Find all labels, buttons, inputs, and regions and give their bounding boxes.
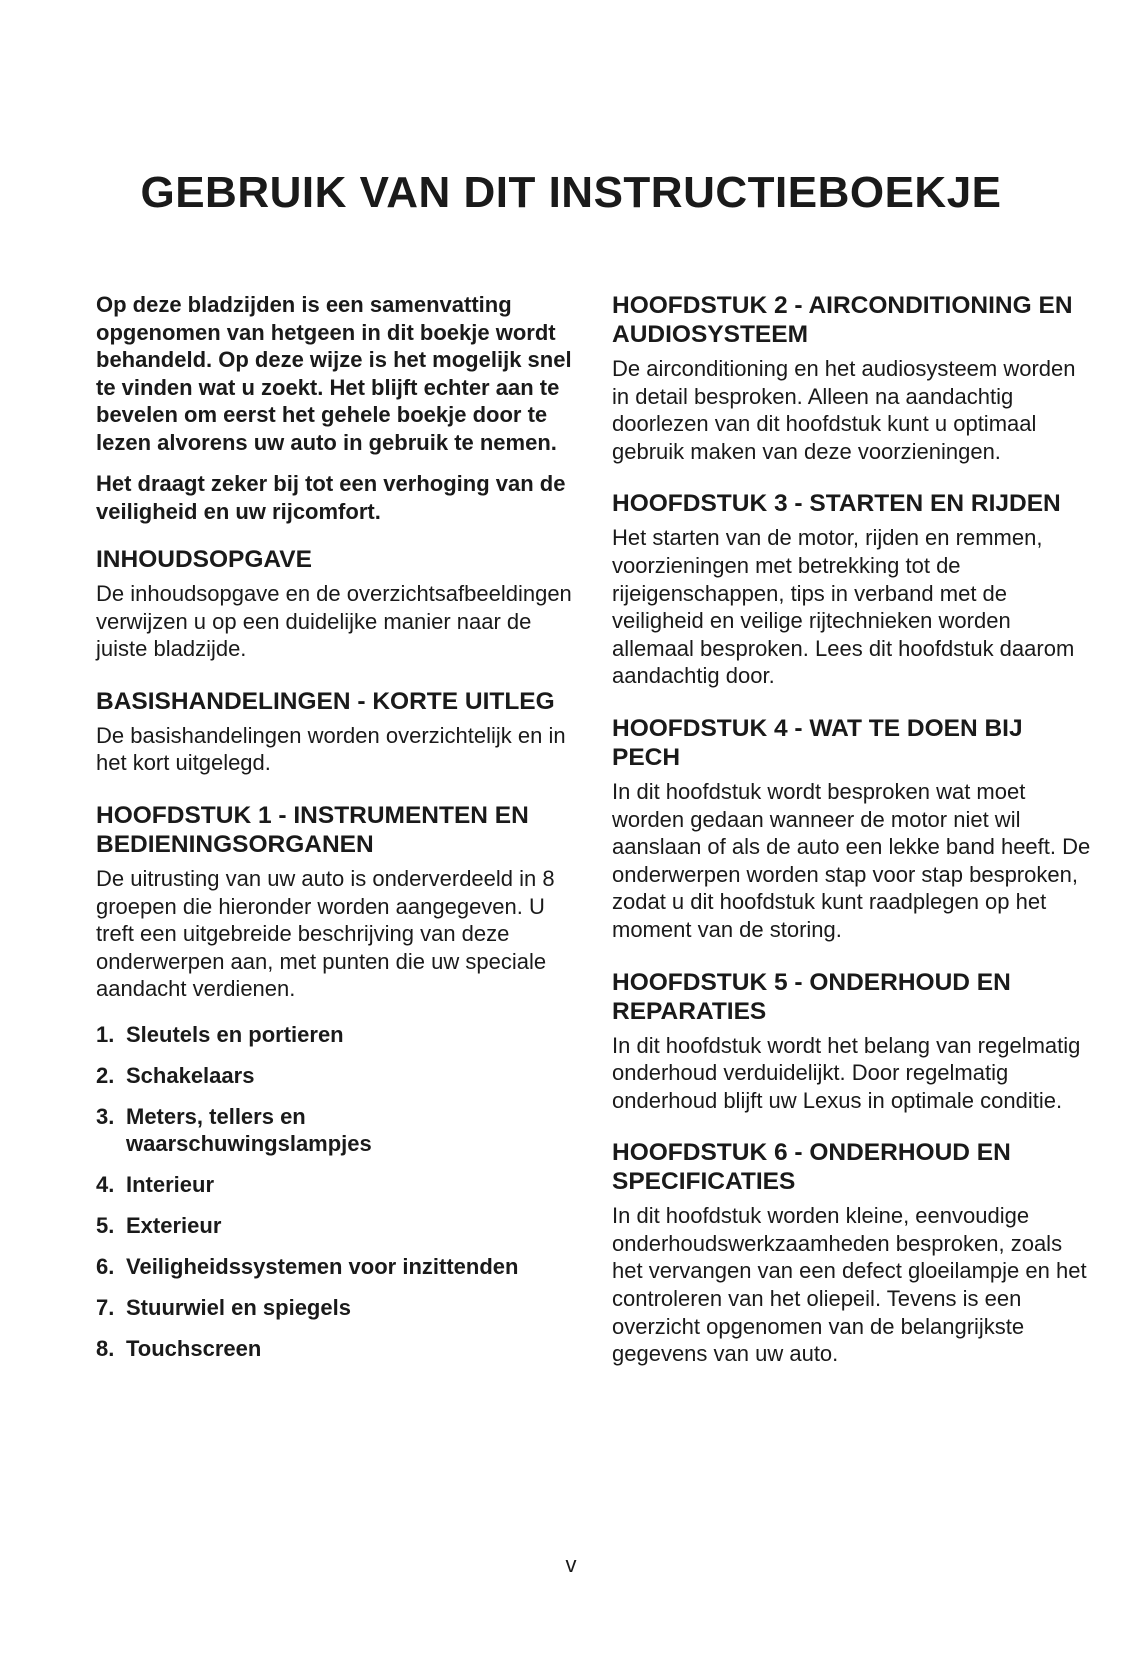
intro-paragraph-1: Op deze bladzijden is een samenvatting opgenomen van hetgeen in dit boekje wordt behandeld. Op deze wijze is het mogelijk snel te vinden wat u zoekt. Het blijft echter aan te bevelen om eerst het gehele boekje door te lezen alvorens uw auto in gebruik te nemen. <box>96 292 572 455</box>
list-item <box>96 1212 578 1239</box>
list-item-number: 3. <box>96 1103 115 1129</box>
list-item <box>96 1294 578 1321</box>
section-basishandelingen <box>96 687 578 777</box>
list-item-number: 1. <box>96 1021 115 1047</box>
section-hoofdstuk-3 <box>612 489 1097 690</box>
list-item <box>96 1021 578 1048</box>
list-item <box>96 1335 578 1362</box>
section-heading: HOOFDSTUK 5 - ONDERHOUD EN REPARATIES <box>612 968 1011 1025</box>
list-item-number: 5. <box>96 1212 115 1238</box>
section-text: De airconditioning en het audiosysteem worden in detail besproken. Alleen na aandachtig doorlezen van dit hoofdstuk kunt u optimaal gebruik maken van deze voorzieningen. <box>612 356 1076 464</box>
section-heading: INHOUDSOPGAVE <box>96 546 312 573</box>
section-text: In dit hoofdstuk wordt besproken wat moet worden gedaan wanneer de motor niet wil aanslaan of als de auto een lekke band heeft. De onderwerpen worden stap voor stap besproken, zodat u dit hoofdstuk kunt raadplegen op het moment van de storing. <box>612 778 1091 942</box>
chapter-1-topic-list <box>96 1021 578 1362</box>
right-column <box>612 291 1097 1392</box>
left-column <box>96 291 578 1376</box>
section-heading: HOOFDSTUK 1 - INSTRUMENTEN EN BEDIENINGSORGANEN <box>96 801 529 858</box>
page-number: v <box>565 1552 577 1577</box>
list-item <box>96 1103 578 1157</box>
list-item-label: Schakelaars <box>126 1062 255 1088</box>
section-text: In dit hoofdstuk wordt het belang van regelmatig onderhoud verduidelijkt. Door regelmatig onderhoud blijft uw Lexus in optimale conditie. <box>612 1032 1081 1113</box>
section-text: De uitrusting van uw auto is onderverdeeld in 8 groepen die hieronder worden aangegeven. U treft een uitgebreide beschrijving van deze onderwerpen aan, met punten die uw speciale aandacht verdienen. <box>96 865 555 1002</box>
section-hoofdstuk-4 <box>612 714 1097 944</box>
section-hoofdstuk-5 <box>612 968 1097 1115</box>
section-heading: BASISHANDELINGEN - KORTE UITLEG <box>96 687 555 715</box>
section-text: In dit hoofdstuk worden kleine, eenvoudige onderhoudswerkzaamheden besproken, zoals het vervangen van een defect gloeilampje en het controleren van het oliepeil. Tevens is een overzicht opgenomen van de belangrijkste gegevens van uw auto. <box>612 1203 1087 1367</box>
section-inhoudsopgave <box>96 545 578 663</box>
list-item-label: Stuurwiel en spiegels <box>126 1294 351 1320</box>
section-text: De inhoudsopgave en de overzichtsafbeeldingen verwijzen u op een duidelijke manier naar de juiste bladzijde. <box>96 581 572 662</box>
section-heading: HOOFDSTUK 3 - STARTEN EN RIJDEN <box>612 490 1061 518</box>
intro-paragraph-2: Het draagt zeker bij tot een verhoging van de veiligheid en uw rijcomfort. <box>96 471 566 524</box>
list-item-number: 7. <box>96 1294 115 1320</box>
list-item-label: Sleutels en portieren <box>126 1021 344 1047</box>
section-text: De basishandelingen worden overzichtelijk en in het kort uitgelegd. <box>96 722 566 776</box>
list-item <box>96 1253 578 1280</box>
section-hoofdstuk-6 <box>612 1138 1097 1368</box>
section-heading: HOOFDSTUK 4 - WAT TE DOEN BIJ PECH <box>612 714 1023 771</box>
list-item-label: Meters, tellers en waarschuwingslampjes <box>126 1103 372 1156</box>
list-item-number: 2. <box>96 1062 115 1088</box>
list-item-label: Interieur <box>126 1171 215 1197</box>
section-hoofdstuk-2 <box>612 291 1097 465</box>
section-hoofdstuk-1 <box>96 801 578 1362</box>
list-item-label: Veiligheidssystemen voor inzittenden <box>126 1253 519 1279</box>
list-item-number: 6. <box>96 1253 115 1279</box>
list-item-number: 8. <box>96 1335 115 1361</box>
list-item-label: Exterieur <box>126 1212 222 1238</box>
page-title: GEBRUIK VAN DIT INSTRUCTIEBOEKJE <box>140 168 1002 217</box>
section-heading: HOOFDSTUK 2 - AIRCONDITIONING EN AUDIOSYSTEEM <box>612 292 1073 348</box>
list-item <box>96 1062 578 1089</box>
list-item <box>96 1171 578 1198</box>
section-heading: HOOFDSTUK 6 - ONDERHOUD EN SPECIFICATIES <box>612 1139 1011 1196</box>
section-text: Het starten van de motor, rijden en remmen, voorzieningen met betrekking tot de rijeigenschappen, tips in verband met de veiligheid en veilige rijtechnieken worden allemaal besproken. Lees dit hoofdstuk daarom aandachtig door. <box>612 525 1075 689</box>
list-item-label: Touchscreen <box>126 1335 262 1361</box>
list-item-number: 4. <box>96 1171 115 1197</box>
